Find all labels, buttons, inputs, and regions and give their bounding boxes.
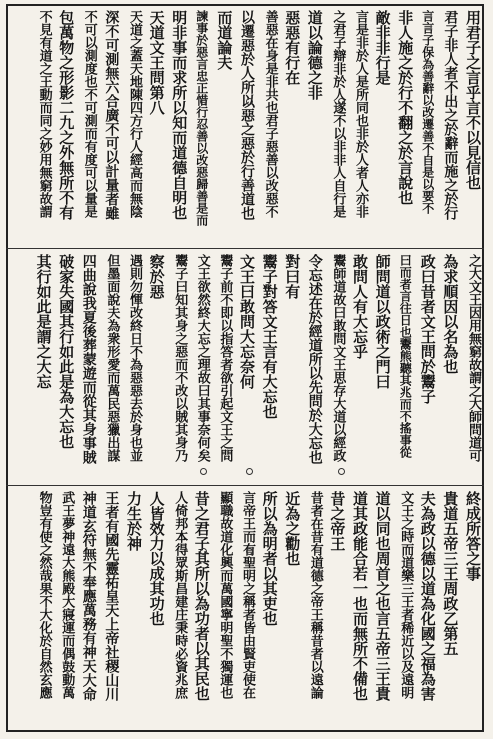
text-column: 昔之君子其所以為功者以其民也 [192, 491, 211, 701]
text-column: 言是非於人是所同也非於人者人亦非 [353, 10, 368, 218]
text-column: 不見有道之王動而同之妙用無窮故謂 [36, 10, 52, 218]
text-column: 遇則勿惲改終日不為惡惡去於身也並 [127, 254, 142, 462]
text-column: 對曰有 [283, 254, 302, 299]
text-column: 人皆效力以成其功也 [147, 491, 166, 626]
text-column: 師問道以政術之門曰 [373, 254, 392, 389]
text-column: 顯職故道化興而萬國寧明聖不獨運也 [217, 491, 233, 699]
text-column: 道以論德之非 [305, 10, 324, 100]
text-column: 道以同也周首之也言五帝三王貴 [373, 491, 392, 701]
text-column: 鬻師道故曰敢問文王思存大道以經政 [330, 254, 346, 462]
text-column: 之大文王因用無窮故謂之大師問道可 [466, 254, 481, 462]
text-column: 惡惡有行在 [283, 10, 302, 85]
text-column: 敵非非行是 [373, 10, 392, 85]
text-column: 但墨面說夫為衆形愛而萬民惡獵出謀 [104, 254, 120, 462]
text-column: 政曰昔者文王問於鬻子 [418, 254, 437, 404]
text-column: 不可以測度也不可測而有度可以量是 [81, 10, 97, 218]
text-column: 力生於神 [125, 491, 143, 551]
text-column: 其行如此是謂之大忘 [34, 254, 53, 389]
text-column: 所以為明者以其吏也 [260, 491, 279, 626]
text-column: 破家失國其行如此是為大忘也 [57, 254, 76, 449]
text-column: 鬻子曰知其身之惡而不改以賊其身乃 [172, 254, 188, 462]
punctuation-circle [200, 468, 207, 475]
text-column: 令忘述在於經道所以先問於大忘也 [306, 254, 323, 464]
text-column: 之君子辯非於人遂不以非非人自行是 [330, 10, 346, 218]
text-column: 近為之勸也 [283, 491, 302, 566]
text-column: 非人施之於行不翻之於言說也 [396, 10, 415, 205]
text-column: 文王之時而道樂三王者稀近以及遠明 [398, 491, 414, 699]
text-column: 包萬物之形影二九之外無所不有 [57, 10, 76, 220]
text-column: 夫為政以德以道為化國之福為害 [418, 491, 437, 701]
text-column: 為求順因以名為也 [441, 254, 460, 374]
text-column: 四曲說我夏後葬蒙遊而從其身事賊 [80, 254, 97, 464]
punctuation-circle [338, 98, 345, 105]
text-column: 天道文王問第八 [147, 10, 166, 115]
text-column: 深不可測無六合廣不可以計量者雖 [103, 10, 120, 220]
punctuation-circle [246, 548, 253, 555]
text-column: 昔之帝王 [328, 491, 347, 551]
text-column: 以遷惡於人所以惡之惡於行善道也 [239, 10, 255, 220]
text-column: 諫事於惡言忠正惜行忍善以改惡歸善是而 [194, 10, 209, 226]
punctuation-circle [246, 468, 253, 475]
text-column: 君子非人者不出之於辭而施之於行 [442, 10, 459, 220]
text-column: 文王曰敢問大忘奈何 [238, 254, 256, 389]
text-column: 人倚邦本得眾斯昌建庄秉時必資兆庶 [172, 491, 188, 699]
punctuation-circle [246, 98, 253, 105]
text-column: 言帝王而有聖明之稱者皆由賢吏使在 [240, 491, 255, 699]
text-column: 武王夢神遠大熊殿大寢運而偶鼓動萬 [59, 491, 75, 699]
text-column: 鬻子前不即以指答者欲引起文王之問 [217, 254, 233, 462]
punctuation-circle [338, 468, 345, 475]
text-column: 神道玄符無不奉應萬務有神天大命 [80, 491, 97, 701]
text-column: 昔者在昔有道德之帝王稱昔者以遠論 [307, 491, 323, 699]
text-column: 善惡在身是非共也君子惡善以改惡不 [262, 10, 278, 218]
punctuation-circle [200, 548, 207, 555]
text-column: 貴道五帝三王周政乙第五 [441, 491, 460, 656]
text-column: 言言子保為善辭以改遷善不自是以要不 [420, 10, 435, 214]
text-column: 敢問人有大忘乎 [351, 254, 369, 359]
panel-divider-bottom [6, 485, 484, 486]
text-column: 王者有國先靈祐皇天上帝社稷山川 [103, 491, 120, 701]
text-column: 物豈有使之然哉果不大化於自然玄應 [36, 491, 52, 699]
text-column: 鬻子對答文王言有大忘也 [260, 254, 279, 419]
text-column: 而道論夫 [215, 10, 234, 70]
text-column: 終成所答之事 [464, 491, 482, 581]
punctuation-circle [200, 98, 207, 105]
text-column: 天道之蓋天地陳四方行人經高而無陰 [127, 10, 142, 218]
text-column: 用君子之言乎言不以見信也 [464, 10, 482, 190]
text-column: 明非事而求所以知而道德自明也 [170, 10, 189, 220]
text-column: 曰而者言往日也鬻熊聽其兆而不搖事從 [398, 254, 413, 458]
text-column: 察於惡 [147, 254, 166, 299]
text-column: 道其政能合若一也而無所不備也 [351, 491, 369, 701]
text-column: 文王欲然終大忘之理故曰其事奈何矣 [194, 254, 210, 462]
panel-divider-top [6, 248, 484, 249]
